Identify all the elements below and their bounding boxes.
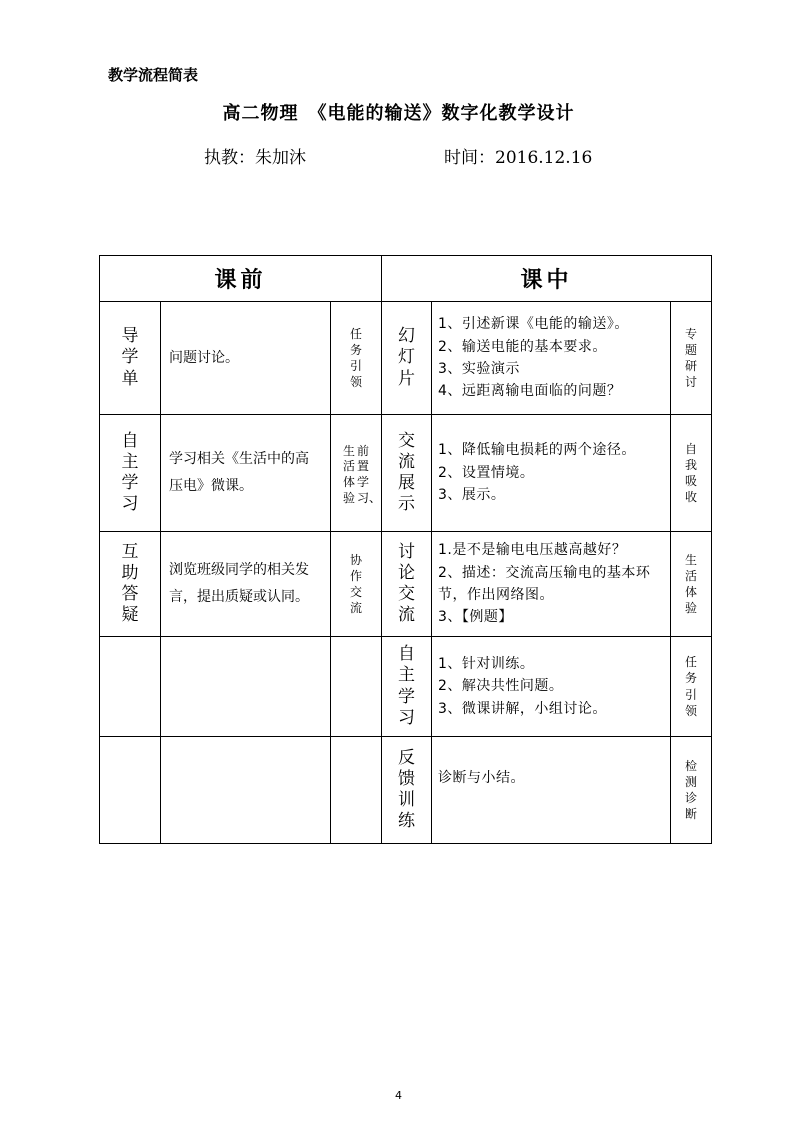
during-stage-cell <box>382 302 432 415</box>
before-purpose: 协作交流 <box>350 552 363 616</box>
empty-cell <box>161 737 331 844</box>
column-header-during-class: 课中 <box>382 256 712 302</box>
document-heading: 教学流程简表 <box>108 66 199 84</box>
list-item: 3、微课讲解，小组讨论。 <box>438 700 607 717</box>
before-purpose-cell <box>331 415 382 532</box>
table-row <box>100 302 712 415</box>
time-line: 时间：2016.12.16 <box>444 148 593 168</box>
during-purpose-cell <box>671 532 712 637</box>
during-stage-cell <box>382 737 432 844</box>
list-item: 3、【例题】 <box>438 609 513 626</box>
during-stage-cell <box>382 415 432 532</box>
list-item: 1、针对训练。 <box>438 655 535 672</box>
list-item: 3、展示。 <box>438 487 506 504</box>
empty-cell <box>100 737 161 844</box>
table-header-row <box>100 256 712 302</box>
during-stage: 自主学习 <box>397 644 415 728</box>
before-stage-cell <box>100 532 161 637</box>
during-purpose-cell <box>671 415 712 532</box>
page-number: 4 <box>395 1089 402 1102</box>
before-purpose-col-a: 前置学习、 <box>357 443 382 505</box>
during-stage: 交流展示 <box>397 430 415 515</box>
during-purpose-cell <box>671 302 712 415</box>
before-purpose <box>343 443 382 506</box>
before-content: 浏览班级同学的相关发言，提出质疑或认同。 <box>161 532 331 637</box>
empty-cell <box>100 637 161 737</box>
during-purpose-cell <box>671 637 712 737</box>
document-title: 高二物理 《电能的输送》数字化教学设计 <box>222 103 575 124</box>
during-content <box>432 302 671 415</box>
during-content <box>432 737 671 844</box>
list-item: 4、远距离输电面临的问题？ <box>438 383 622 400</box>
during-purpose: 检测诊断 <box>685 758 698 822</box>
empty-cell <box>331 637 382 737</box>
list-item: 1.是不是输电电压越高越好？ <box>438 542 627 559</box>
before-purpose-cell <box>331 532 382 637</box>
during-purpose-cell <box>671 737 712 844</box>
list-item: 2、输送电能的基本要求。 <box>438 338 607 355</box>
during-stage: 幻灯片 <box>397 326 415 389</box>
before-stage: 自主学习 <box>121 430 139 515</box>
list-item: 2、设置情境。 <box>438 464 535 481</box>
during-purpose: 专题研讨 <box>685 326 698 390</box>
table-row <box>100 637 712 737</box>
list-item: 1、引述新课《电能的输送》。 <box>438 316 629 333</box>
before-stage-cell <box>100 302 161 415</box>
during-content <box>432 637 671 737</box>
list-item: 诊断与小结。 <box>438 770 525 786</box>
list-item: 3、实验演示 <box>438 361 520 377</box>
during-content <box>432 532 671 637</box>
before-purpose-col-b: 生活体验 <box>343 443 356 505</box>
table-row <box>100 415 712 532</box>
list-item: 2、解决共性问题。 <box>438 678 564 695</box>
before-stage: 互助答疑 <box>121 541 139 626</box>
before-purpose: 任务引领 <box>350 326 363 390</box>
before-stage: 导学单 <box>121 326 139 389</box>
list-item: 2、描述：交流高压输电的基本环节，作出网络图。 <box>438 564 651 603</box>
during-purpose: 生活体验 <box>685 552 698 616</box>
list-item: 1、降低输电损耗的两个途径。 <box>438 442 636 459</box>
during-purpose: 任务引领 <box>685 655 698 718</box>
teaching-flow-table <box>99 255 712 844</box>
empty-cell <box>331 737 382 844</box>
during-stage: 讨论交流 <box>397 541 415 626</box>
during-stage-cell <box>382 637 432 737</box>
before-purpose-cell <box>331 302 382 415</box>
table-row <box>100 532 712 637</box>
during-content <box>432 415 671 532</box>
column-header-before-class: 课前 <box>100 256 382 302</box>
during-stage-cell <box>382 532 432 637</box>
before-content: 学习相关《生活中的高压电》微课。 <box>161 415 331 532</box>
table-row <box>100 737 712 844</box>
during-purpose: 自我吸收 <box>685 441 698 505</box>
before-content: 问题讨论。 <box>161 302 331 415</box>
teacher-line: 执教：朱加沐 <box>204 148 306 168</box>
during-stage: 反馈训练 <box>397 747 415 832</box>
before-stage-cell <box>100 415 161 532</box>
empty-cell <box>161 637 331 737</box>
